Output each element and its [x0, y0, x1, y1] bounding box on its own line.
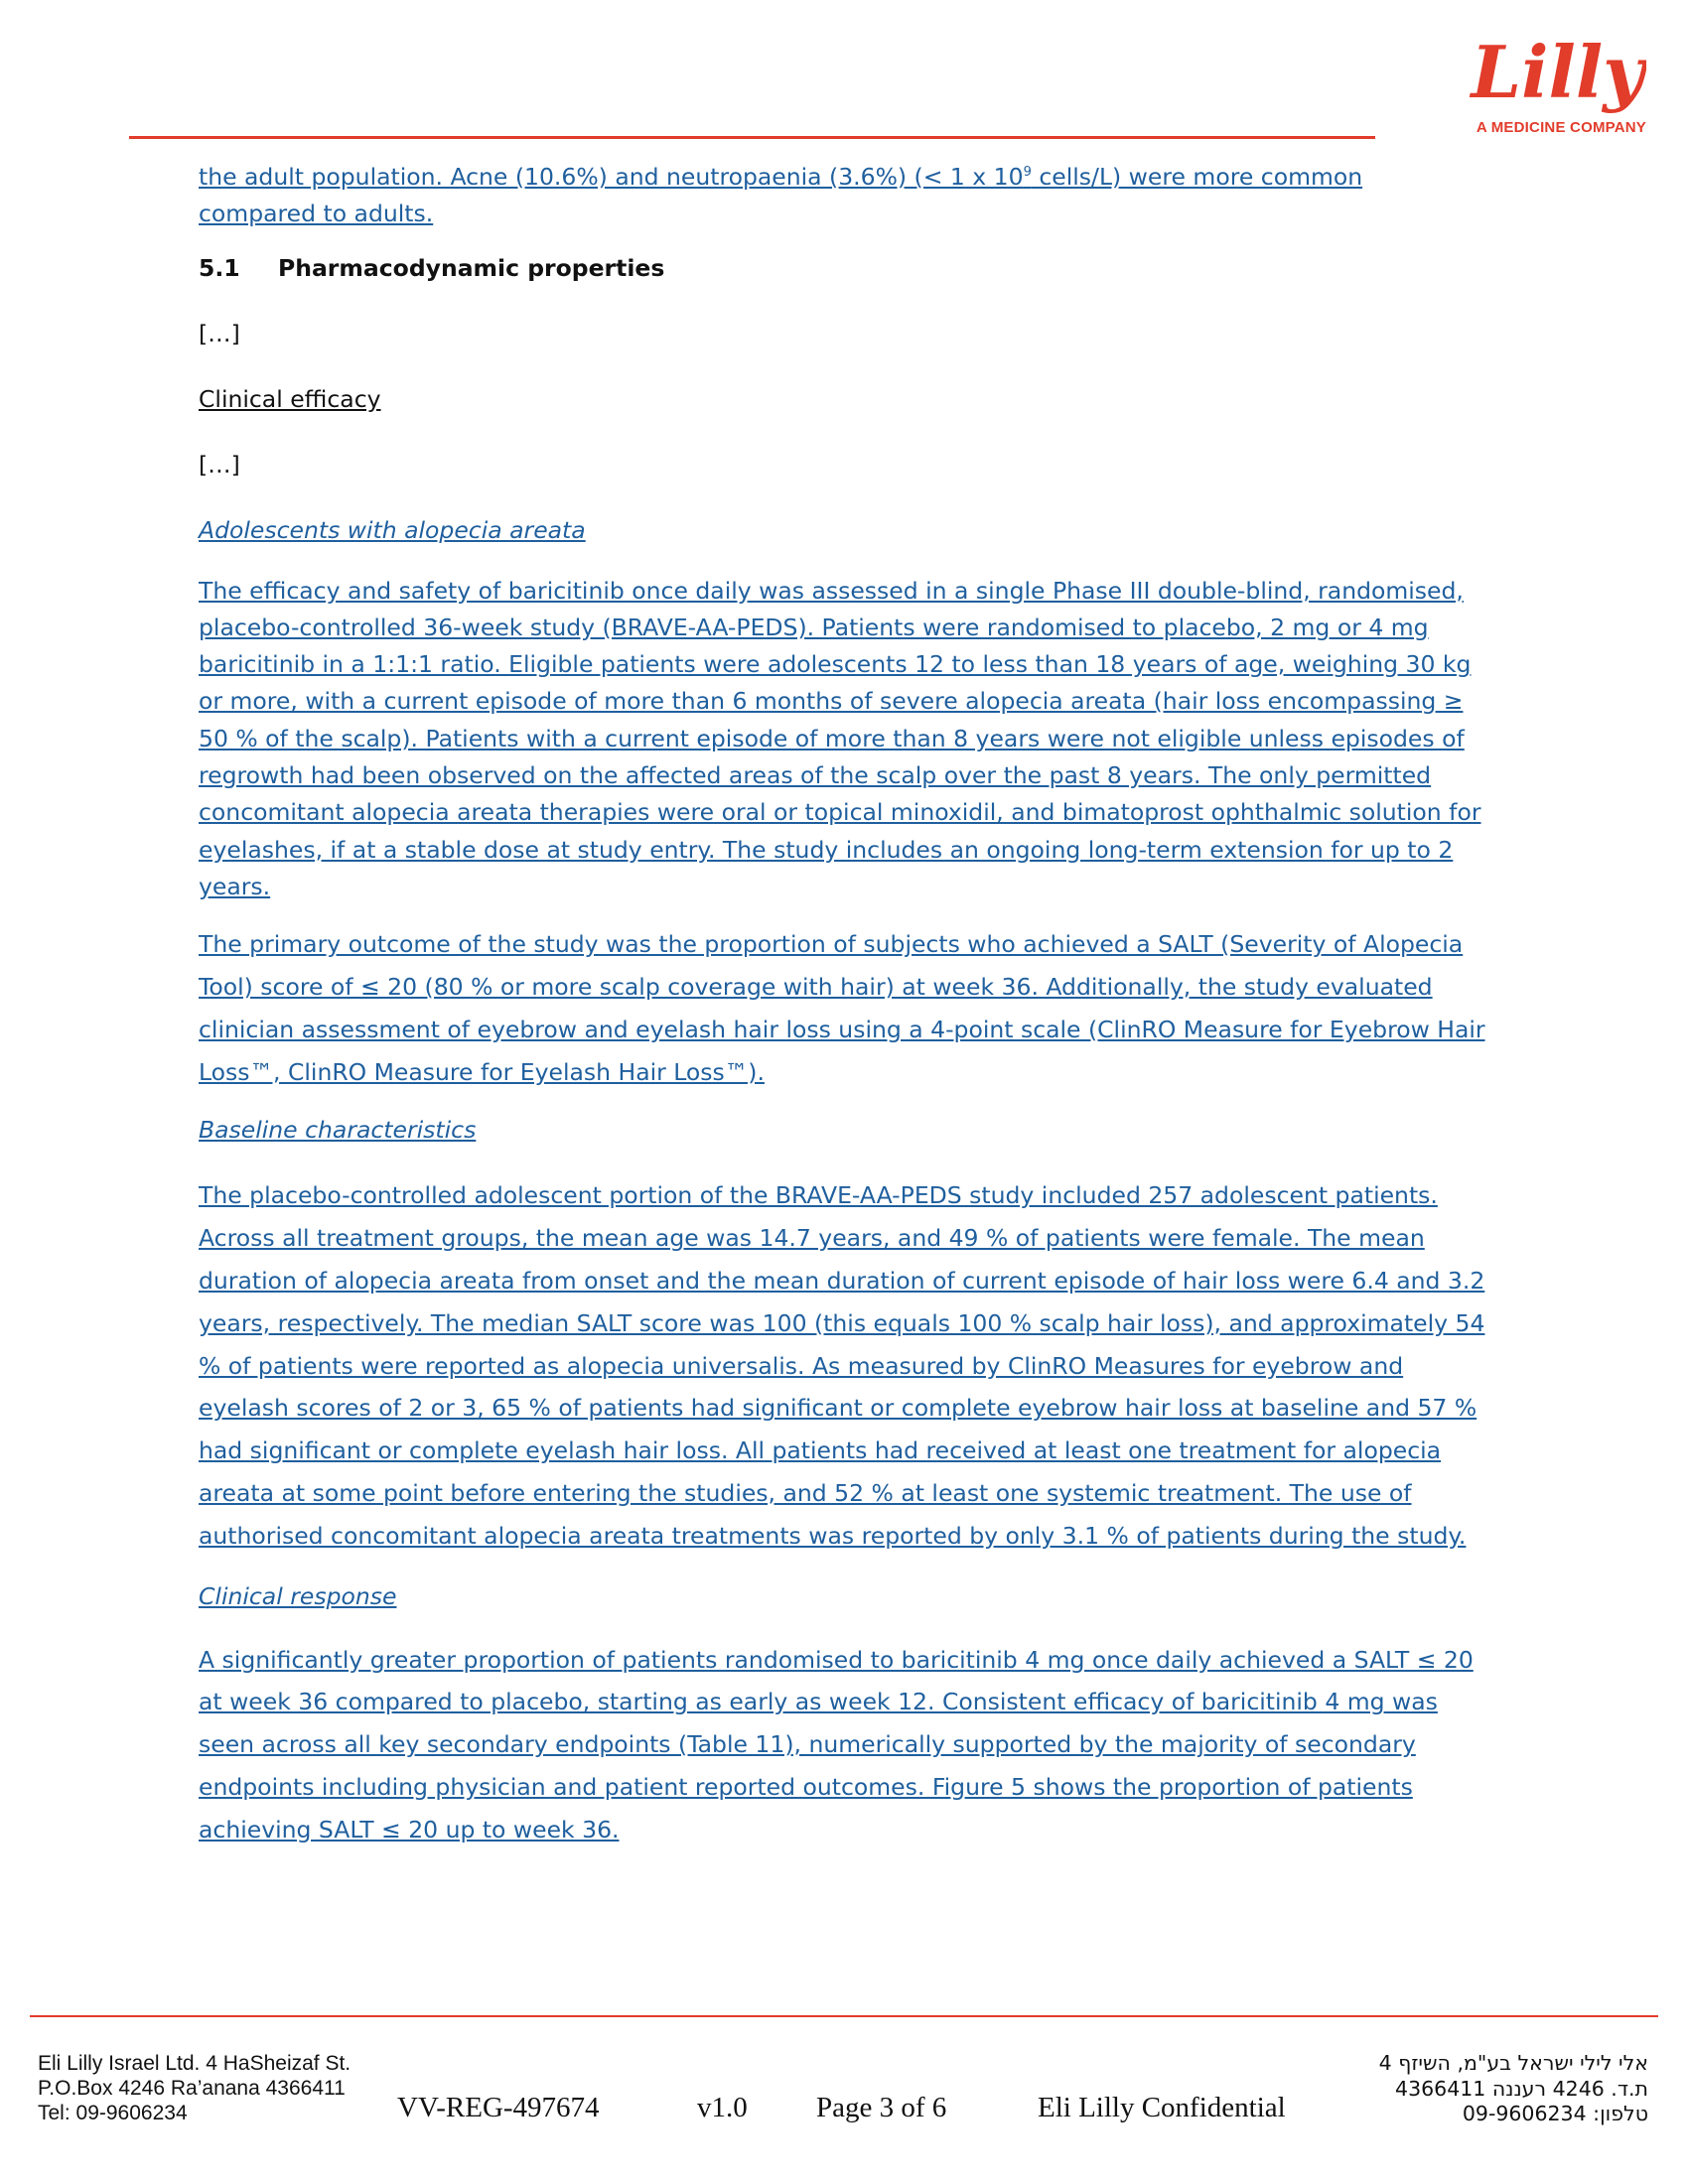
logo-tagline: A MEDICINE COMPANY: [1476, 119, 1646, 136]
confidentiality-label: Eli Lilly Confidential: [1038, 2092, 1286, 2123]
clinical-efficacy-heading: Clinical efficacy: [199, 384, 381, 413]
document-body: [199, 159, 1499, 1851]
footer-address-hebrew: אלי לילי ישראל בע"מ, השיזף 4 ת.ד. 4246 רעננה 4366411 טלפון: 09-9606234: [1378, 2051, 1648, 2125]
clinical-response-paragraph: A significantly greater proportion of patients randomised to baricitinib 4 mg once daily achieved a SALT ≤ 20 at week 36 compared to placebo, starting as early as week 12. Consistent efficacy of baricitinib 4 mg was seen across all key secondary endpoints (Table 11), numerically supported by the majority of secondary endpoints including physician and patient reported outcomes. Figure 5 shows the proportion of patients achieving SALT ≤ 20 up to week 36.: [199, 1645, 1474, 1843]
footer-address-english: Eli Lilly Israel Ltd. 4 HaSheizaf St. P.O.Box 4246 Ra’anana 4366411 Tel: 09-9606234: [38, 2052, 352, 2124]
primary-outcome-paragraph: The primary outcome of the study was the proportion of subjects who achieved a SALT (Severity of Alopecia Tool) score of ≤ 20 (80 % or more scalp coverage with hair) at week 36. Additionally, the study evaluated clinician assessment of eyebrow and eyelash hair loss using a 4-point scale (ClinRO Measure for Eyebrow Hair Loss™, ClinRO Measure for Eyelash Hair Loss™).: [199, 930, 1485, 1086]
document-id: VV-REG-497674: [397, 2092, 600, 2123]
ellipsis-2: […]: [199, 450, 240, 478]
page-number: Page 3 of 6: [816, 2092, 947, 2123]
section-number: 5.1: [199, 253, 240, 282]
baseline-heading: Baseline characteristics: [199, 1116, 477, 1145]
header-rule: [129, 136, 1375, 139]
section-title: Pharmacodynamic properties: [278, 253, 665, 282]
study-design-paragraph: The efficacy and safety of baricitinib once daily was assessed in a single Phase III double-blind, randomised, placebo-controlled 36-week study (BRAVE-AA-PEDS). Patients were randomised to placebo, 2 mg or 4 mg baricitinib in a 1:1:1 ratio. Eligible patients were adolescents 12 to less than 18 years of age, weighing 30 kg or more, with a current episode of more than 6 months of severe alopecia areata (hair loss encompassing ≥ 50 % of the scalp). Patients with a current episode of more than 8 years were not eligible unless episodes of regrowth had been observed on the affected areas of the scalp over the past 8 years. The only permitted concomitant alopecia areata therapies were oral or topical minoxidil, and bimatoprost ophthalmic solution for eyelashes, if at a stable dose at study entry. The study includes an ongoing long-term extension for up to 2 years.: [199, 576, 1481, 900]
clinical-response-heading: Clinical response: [199, 1581, 397, 1610]
document-version: v1.0: [697, 2092, 748, 2123]
baseline-paragraph: The placebo-controlled adolescent portion of the BRAVE-AA-PEDS study included 257 adolescent patients. Across all treatment groups, the mean age was 14.7 years, and 49 % of patients were female. The mean duration of alopecia areata from onset and the mean duration of current episode of hair loss were 6.4 and 3.2 years, respectively. The median SALT score was 100 (this equals 100 % scalp hair loss), and approximately 54 % of patients were reported as alopecia universalis. As measured by ClinRO Measures for eyebrow and eyelash scores of 2 or 3, 65 % of patients had significant or complete eyebrow hair loss at baseline and 57 % had significant or complete eyelash hair loss. All patients had received at least one treatment for alopecia areata at some point before entering the studies, and 52 % at least one systemic treatment. The use of authorised concomitant alopecia areata treatments was reported by only 3.1 % of patients during the study.: [199, 1181, 1485, 1550]
lilly-script-logo-icon: [1458, 28, 1646, 117]
svg-text:Lilly: Lilly: [1471, 30, 1644, 114]
lilly-logo: [1448, 28, 1646, 147]
ellipsis-1: […]: [199, 319, 240, 347]
intro-paragraph: the adult population. Acne (10.6%) and neutropaenia (3.6%) (< 1 x $10^9$ cells/L) were more common compared to adults.: [199, 163, 1363, 228]
footer-rule: [30, 2015, 1658, 2017]
section-heading: [199, 253, 1499, 283]
adolescents-heading: Adolescents with alopecia areata: [199, 515, 586, 544]
